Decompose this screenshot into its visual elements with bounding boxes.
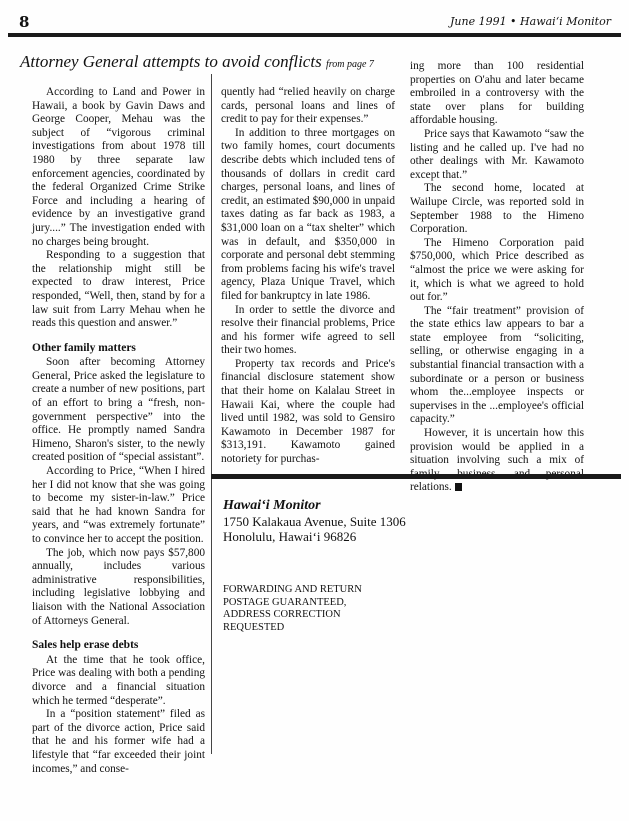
paragraph: Price says that Kawamoto “saw the listing and he called up. I've had no other dealings with Mr. Kawamoto except that.”	[410, 127, 584, 181]
article-column-3	[410, 60, 584, 495]
column-divider	[211, 74, 212, 754]
city-address: Honolulu, Hawai‘i 96826	[223, 529, 357, 544]
article-headline	[20, 52, 374, 72]
subhead-family-matters: Other family matters	[32, 341, 136, 354]
subhead-sales-debts: Sales help erase debts	[32, 639, 139, 652]
paragraph: In a “position statement” filed as part of the divorce action, Price said that he and his former wife had a lifestyle that “far exceeded their joint incomes,” and conse-	[32, 708, 205, 775]
paragraph: In order to settle the divorce and resolve their financial problems, Price and his former wife agreed to sell their two homes.	[221, 303, 395, 357]
paragraph: In addition to three mortgages on two family homes, court documents describe debts which included tens of thousands of dollars in credit card charges, personal loans, and lines of credit, an estimated $90,000 in unpaid taxes dating as far back as 1983, a $31,000 loan on a “tax shelter” which was in default, and $350,000 in corporate and personal debt stemming from problems facing his wife's travel agency, Plaza Unique Travel, which filed for bankruptcy in late 1986.	[221, 126, 395, 302]
paragraph: Soon after becoming Attorney General, Price asked the legislature to create a number of new positions, part of an effort to bring a “fresh, non-government perspective” into the office. He promptly named Sandra Himeno, Sharon's sister, to the newly created position of “special assistant”.	[32, 356, 205, 464]
paragraph: ing more than 100 residential properties on O'ahu and later became embroiled in a controversy with the state over plans for building affordable housing.	[410, 60, 584, 127]
paragraph: The Himeno Corporation paid $750,000, which Price described as “almost the price we were asking for it, which is what we agreed to hold out for.”	[410, 236, 584, 304]
paragraph: The second home, located at Wailupe Circle, was reported sold in September 1988 to the Himeno Corporation.	[410, 182, 584, 236]
paragraph: Responding to a suggestion that the relationship might still be expected to draw interest, Price responded, “Well, then, stand by for a law suit from Larry Mehau when he reads this question and answer.”	[32, 249, 205, 330]
paragraph: quently had “relied heavily on charge cards, personal loans and lines of credit to pay for their expenses.”	[221, 86, 395, 126]
paragraph-text: However, it is uncertain how this provision would be applied in a situation involving such a mix of relations.	[410, 427, 584, 494]
paragraph: According to Price, “When I hired her I did not know that she was going to become my sister-in-law.” Price said that he had known Sandra for years, and “was extremely fortunate” to convince her to accept the position.	[32, 465, 205, 545]
headline-text: Attorney General attempts to avoid conflicts	[20, 52, 322, 71]
forwarding-line: FORWARDING AND RETURN	[223, 584, 362, 595]
paragraph-final	[410, 427, 584, 495]
article-column-1	[32, 86, 205, 776]
paragraph: The “fair treatment” provision of the state ethics law appears to bar a state employee from “soliciting, selling, or otherwise engaging in a substantial financial transaction with a subordinate or a person or business whom the...employee inspects or supervises in the ...employee's official capacity.”	[410, 304, 584, 426]
forwarding-line: REQUESTED	[223, 621, 285, 633]
mailer-address-block	[223, 498, 406, 544]
publication-name: Hawai‘i Monitor	[223, 498, 321, 513]
street-address: 1750 Kalakaua Avenue, Suite 1306	[223, 514, 406, 529]
running-head: June 1991 • Hawai‘i Monitor	[449, 15, 611, 28]
paragraph: At the time that he took office, Price was dealing with both a pending divorce and a financial situation which he termed “desperate”.	[32, 653, 205, 707]
forwarding-notice	[223, 584, 423, 634]
article-column-2	[221, 86, 395, 467]
paragraph: The job, which now pays $57,800 annually, includes various administrative responsibilities, including legislative lobbying and liaison with the National Association of Attorneys General.	[32, 546, 205, 627]
paragraph: Property tax records and Price's financial disclosure statement show that their home on Kalalau Street in Hawaii Kai, where the couple had lived until 1982, was sold to Gensiro Kawamoto in December 1987 for $313,191. Kawamoto gained notoriety for purchas-	[221, 357, 395, 466]
continued-from-label: from page 7	[325, 59, 374, 70]
forwarding-line: ADDRESS CORRECTION	[223, 609, 341, 620]
top-rule	[8, 33, 621, 37]
paragraph: According to Land and Power in Hawaii, a book by Gavin Daws and George Cooper, Mehau was the subject of “vigorous criminal investigations from about 1978 till 1980 by three separate law enforcement agencies, coordinated by the federal Organized Crime Strike Force and including a hearing of evidence by an investigative grand jury....” The investigation ended with no charges being brought.	[32, 86, 205, 248]
forwarding-line: POSTAGE GUARANTEED,	[223, 596, 347, 608]
end-of-story-mark	[455, 483, 462, 491]
page-number: 8	[19, 13, 30, 31]
mailer-rule	[211, 474, 621, 479]
